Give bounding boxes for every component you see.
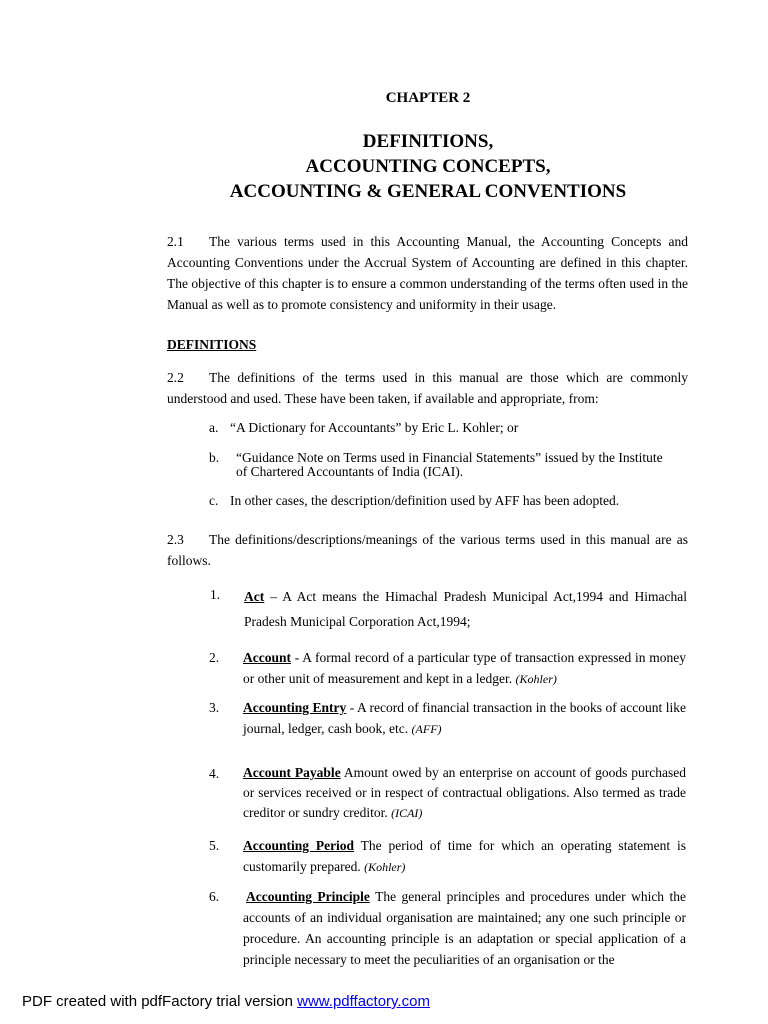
source-item	[209, 451, 699, 479]
chapter-number: CHAPTER 2	[385, 90, 471, 106]
source-text: “A Dictionary for Accountants” by Eric L. Kohler; or	[230, 420, 519, 435]
source-item	[209, 421, 518, 435]
definition-text: A Act means the Himachal Pradesh Municipal Act,1994 and Himachal Pradesh Municipal Corporation Act,1994;	[244, 589, 687, 629]
title-line: ACCOUNTING CONCEPTS,	[305, 156, 551, 177]
definition-text: The period of time for which an operating statement is customarily prepared.	[243, 838, 686, 874]
definition-number: 2.	[209, 650, 220, 665]
definition-text: The general principles and procedures under which the accounts of an individual organisation are maintained; any one such principle or procedure. An accounting principle is an adaptation or special application of a principle necessary to meet the peculiarities of an organisation or the	[243, 889, 686, 967]
definition-citation: (Kohler)	[364, 860, 406, 874]
definition-term: Account	[243, 650, 291, 665]
definition-term: Account Payable	[243, 765, 341, 780]
footer-text: PDF created with pdfFactory trial version	[22, 993, 298, 1010]
source-item	[209, 494, 619, 508]
definition-citation: (ICAI)	[391, 806, 423, 820]
definition-number: 5.	[209, 838, 220, 853]
source-text: of Chartered Accountants of India (ICAI).	[236, 464, 464, 479]
definition-separator: –	[264, 589, 283, 604]
definition-text: A formal record of a particular type of transaction expressed in money or other unit of measurement and kept in a ledger.	[243, 650, 686, 686]
paragraph-text: The various terms used in this Accounting Manual, the Accounting Concepts and Accounting Conventions under the Accrual System of Accounting are defined in this chapter. The objective of this chapter is to ensure a common understanding of the terms often used in the Manual as well as to promote consistency and uniformity in their usage.	[167, 234, 688, 312]
paragraph-number: 2.2	[167, 370, 184, 385]
definition-body	[243, 835, 686, 878]
definition-text: A record of financial transaction in the books of account like journal, ledger, cash book, etc.	[243, 700, 686, 736]
definitions-heading: DEFINITIONS	[167, 337, 257, 352]
title-line: ACCOUNTING & GENERAL CONVENTIONS	[229, 181, 627, 202]
paragraph-2-2	[167, 367, 688, 409]
definition-body	[243, 647, 686, 690]
definition-separator: -	[291, 650, 303, 665]
paragraph-text: The definitions of the terms used in this manual are those which are commonly understood and used. These have been taken, if available and appropriate, from:	[167, 370, 688, 406]
source-label: c.	[209, 493, 219, 508]
definition-term: Act	[244, 589, 265, 604]
definition-body	[243, 697, 686, 740]
paragraph-2-1	[167, 231, 688, 315]
source-label: a.	[209, 420, 219, 435]
definition-separator	[354, 838, 361, 853]
definition-term: Accounting Period	[243, 838, 355, 853]
title-line: DEFINITIONS,	[362, 131, 494, 152]
source-text: “Guidance Note on Terms used in Financial Statements” issued by the Institute	[236, 450, 663, 465]
definition-citation: (Kohler)	[515, 672, 557, 686]
pdffactory-link[interactable]: www.pdffactory.com	[297, 993, 430, 1010]
paragraph-text: The definitions/descriptions/meanings of the various terms used in this manual are as follows.	[167, 532, 688, 568]
chapter-title	[0, 129, 768, 204]
paragraph-number: 2.1	[167, 234, 184, 249]
definition-number: 4.	[209, 766, 220, 781]
source-text: In other cases, the description/definition used by AFF has been adopted.	[230, 493, 620, 508]
definition-number: 6.	[209, 889, 220, 904]
definition-number: 3.	[209, 700, 220, 715]
definition-term: Accounting Principle	[246, 889, 370, 904]
definition-citation: (AFF)	[411, 722, 442, 736]
definition-text: Amount owed by an enterprise on account of goods purchased or services received or in respect of contractual obligations. Also termed as trade creditor or sundry creditor.	[243, 765, 686, 820]
pdf-footer	[22, 993, 430, 1010]
paragraph-2-3	[167, 529, 688, 571]
definition-separator: -	[346, 700, 358, 715]
definition-term: Accounting Entry	[243, 700, 347, 715]
source-label: b.	[209, 450, 220, 465]
paragraph-number: 2.3	[167, 532, 184, 547]
definition-number: 1.	[210, 587, 221, 602]
definition-body	[243, 763, 686, 823]
definition-body	[244, 584, 687, 634]
definition-body	[243, 886, 686, 970]
